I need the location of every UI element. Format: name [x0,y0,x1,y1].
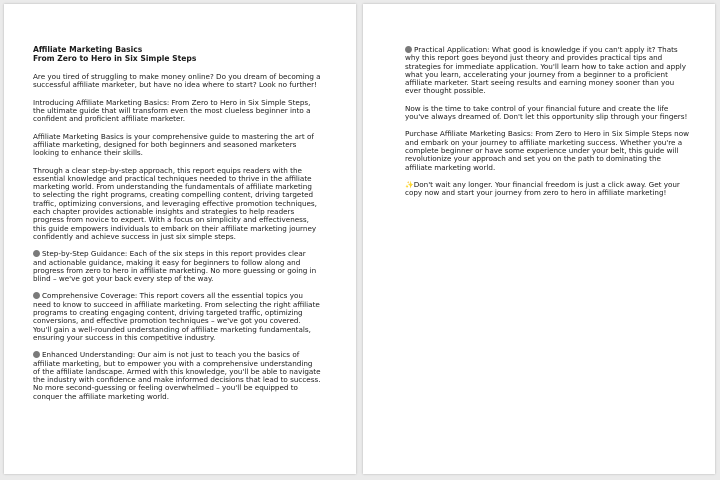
document-title: Affiliate Marketing Basics [33,45,143,54]
bullet-dot-icon [33,292,40,299]
approach-paragraph: Through a clear step-by-step approach, this report equips readers with the essential knowledge and practical techniques needed to thrive in the affiliate marketing world. From understanding the fundamentals of affiliate marketing to selecting the right programs, creating compelling content, driving targeted traffic, optimizing conversions, and leveraging effective promotion techniques, each chapter provides actionable insights and strategies to help readers progress from novice to expert. With a focus on simplicity and effectiveness, this guide empowers individuals to embark on their affiliate marketing journey confidently and achieve success in just six simple steps. [33,165,317,241]
bullet-dot-icon [33,351,40,358]
bullet-text: Step-by-Step Guidance: Each of the six steps in this report provides clear and actionable guidance, making it easy for beginners to follow along and progress from zero to hero in affiliate marketing. No more guessing or going in blind – we've got your back every step of the way. [33,249,317,284]
bullet-text: Comprehensive Coverage: This report covers all the essential topics you need to know to succeed in affiliate marketing. From selecting the right affiliate programs to creating engaging content, driving targeted traffic, optimizing conversions, and effective promotion techniques – we've got you covered. You'll gain a well-rounded understanding of affiliate marketing fundamentals, ensuring your success in this competitive industry. [33,291,320,342]
page-2 [363,4,715,474]
guide-paragraph: Affiliate Marketing Basics is your comprehensive guide to mastering the art of affiliate marketing, designed for both beginners and seasoned marketers looking to enhance their skills. [33,131,314,158]
bullet-practical-application [405,46,689,96]
take-control-paragraph: Now is the time to take control of your financial future and create the life you've always dreamed of. Don't let this opportunity slip through your fingers! [405,103,688,122]
bullet-dot-icon [33,250,40,257]
bullet-text: Practical Application: What good is knowledge if you can't apply it? Thats why this report goes beyond just theory and provides practical tips and strategies for immediate application. You'll learn how to take action and apply what you learn, accelerating your journey from a beginner to a proficient affiliate marketer. Start seeing results and earning money sooner than you ever thought possible. [405,45,687,96]
bullet-step-guidance [33,250,321,283]
intro-paragraph: Are you tired of struggling to make money online? Do you dream of becoming a successful affiliate marketer, but have no idea where to start? Look no further! [33,72,321,90]
purchase-paragraph: Purchase Affiliate Marketing Basics: From Zero to Hero in Six Simple Steps now and embark on your journey to affiliate marketing success. Whether you're a complete beginner or have some experience under your belt, this guide will revolutionize your approach and set you on the path to dominating the affiliate marketing world. [405,129,690,172]
document-subtitle: From Zero to Hero in Six Simple Steps [33,53,197,63]
closing-text: Don't wait any longer. Your financial freedom is just a click away. Get your copy now and start your journey from zero to hero in affiliate marketing! [405,179,680,198]
bullet-text: Enhanced Understanding: Our aim is not just to teach you the basics of affiliate marketing, but to empower you with a comprehensive understanding of the affiliate landscape. Armed with this knowledge, you'll be able to navigate the industry with confidence and make informed decisions that lead to success. No more second-guessing or feeling overwhelmed – you'll be equipped to conquer the affiliate marketing world. [33,350,321,401]
page-1-content [33,46,321,410]
bullet-dot-icon [405,46,412,53]
introducing-paragraph: Introducing Affiliate Marketing Basics: From Zero to Hero in Six Simple Steps, the ultimate guide that will transform even the most clueless beginner into a confident and proficient affiliate marketer. [33,97,311,124]
bullet-comprehensive-coverage [33,292,321,342]
closing-paragraph [405,181,689,198]
sparkles-icon: ✨ [405,180,414,189]
bullet-enhanced-understanding [33,351,321,401]
page-1 [4,4,356,474]
page-2-content [405,46,689,206]
